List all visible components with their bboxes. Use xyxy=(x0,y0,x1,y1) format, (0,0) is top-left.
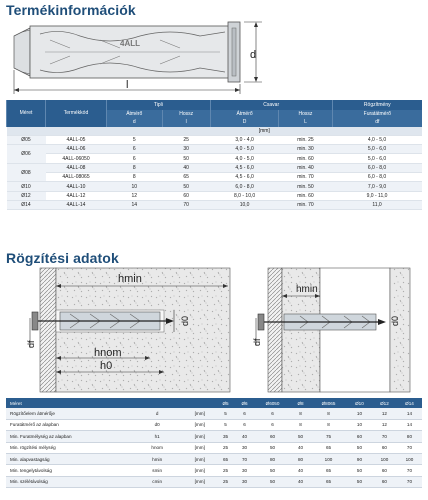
value-cell: 6 xyxy=(254,419,291,430)
D-cell: 4,5 - 6,0 xyxy=(210,163,279,172)
d-cell: 8 xyxy=(107,163,163,172)
value-cell: 25 xyxy=(216,476,235,487)
d0-label: d0 xyxy=(180,315,190,326)
hollow-wall-drawing xyxy=(252,268,410,392)
value-cell: 70 xyxy=(235,453,254,464)
mounting-row xyxy=(6,465,422,476)
value-cell: 65 xyxy=(310,442,347,453)
D-cell: 10,0 xyxy=(210,200,279,209)
value-cell: 80 xyxy=(291,453,310,464)
value-cell: 5 xyxy=(216,419,235,430)
brand-text: 4ALL xyxy=(120,39,140,48)
l-cell: 50 xyxy=(162,182,210,191)
sub-atmero: Átmérő xyxy=(107,110,163,118)
sym-l: l xyxy=(162,118,210,126)
size-cell: Ø14 xyxy=(7,200,46,209)
value-cell: 25 xyxy=(216,465,235,476)
row-unit: [mm] xyxy=(184,465,216,476)
row-unit: [mm] xyxy=(184,408,216,419)
size-header: Ø10 xyxy=(347,398,372,408)
row-symbol: hnom xyxy=(131,442,184,453)
mounting-row xyxy=(6,476,422,487)
size-cell: Ø05 xyxy=(7,135,46,144)
value-cell: 65 xyxy=(310,465,347,476)
row-symbol: cmin xyxy=(131,476,184,487)
value-cell: 70 xyxy=(397,442,422,453)
value-cell: 6 xyxy=(235,408,254,419)
row-symbol: hmin xyxy=(131,453,184,464)
value-cell: 30 xyxy=(235,476,254,487)
value-cell: 40 xyxy=(291,476,310,487)
fixing-data-heading: Rögzítési adatok xyxy=(6,250,119,266)
value-cell: 90 xyxy=(347,453,372,464)
anchor-product-drawing xyxy=(0,18,428,96)
hnom-label: hnom xyxy=(94,347,122,359)
L-cell: min. 50 xyxy=(279,182,332,191)
col-meret: Méret xyxy=(6,398,216,408)
value-cell: 6 xyxy=(254,408,291,419)
d-cell: 12 xyxy=(107,191,163,200)
mounting-row xyxy=(6,419,422,430)
value-cell: 60 xyxy=(347,431,372,442)
hmin-label: hmin xyxy=(118,273,142,285)
value-cell: 100 xyxy=(372,453,397,464)
value-cell: 65 xyxy=(310,476,347,487)
sub-hossz: Hossz xyxy=(162,110,210,118)
df-cell: 6,0 - 8,0 xyxy=(332,173,422,182)
df-cell: 5,0 - 6,0 xyxy=(332,154,422,163)
size-header: Ø14 xyxy=(397,398,422,408)
value-cell: 100 xyxy=(397,453,422,464)
value-cell: 50 xyxy=(347,476,372,487)
code-cell: 4ALL-06050 xyxy=(46,154,107,163)
value-cell: 5 xyxy=(216,408,235,419)
D-cell: 4,0 - 5,0 xyxy=(210,145,279,154)
row-label: Furatátmérő az alapban xyxy=(6,419,131,430)
product-spec-table xyxy=(6,100,422,210)
sub-atmero-2: Átmérő xyxy=(210,110,279,118)
size-cell: Ø10 xyxy=(7,182,46,191)
value-cell: 10 xyxy=(347,419,372,430)
l-cell: 70 xyxy=(162,200,210,209)
grp-tipli: Tipli xyxy=(107,100,211,110)
value-cell: 40 xyxy=(291,465,310,476)
row-symbol: smin xyxy=(131,465,184,476)
D-cell: 8,0 - 10,0 xyxy=(210,191,279,200)
df-label: df xyxy=(26,340,36,348)
sym-D: D xyxy=(210,118,279,126)
value-cell: 70 xyxy=(397,476,422,487)
value-cell: 70 xyxy=(397,465,422,476)
value-cell: 50 xyxy=(291,431,310,442)
code-cell: 4ALL-05 xyxy=(46,135,107,144)
df-cell: 4,0 - 5,0 xyxy=(332,135,422,144)
installation-drawings xyxy=(0,266,428,396)
value-cell: 12 xyxy=(372,408,397,419)
value-cell: 8 xyxy=(310,408,347,419)
value-cell: 12 xyxy=(372,419,397,430)
l-cell: 25 xyxy=(162,135,210,144)
row-label: Min. alapvastagság xyxy=(6,453,131,464)
l-cell: 50 xyxy=(162,154,210,163)
value-cell: 50 xyxy=(347,442,372,453)
code-cell: 4ALL-12 xyxy=(46,191,107,200)
grp-csavar: Csavar xyxy=(210,100,332,110)
value-cell: 60 xyxy=(254,431,291,442)
d-cell: 5 xyxy=(107,135,163,144)
L-cell: min. 60 xyxy=(279,191,332,200)
df-label: df xyxy=(252,338,262,346)
value-cell: 100 xyxy=(310,453,347,464)
value-cell: 80 xyxy=(254,453,291,464)
sub-furatatmero: Furatátmérő xyxy=(332,110,422,118)
df-cell: 11,0 xyxy=(332,200,422,209)
h0-label: h0 xyxy=(100,360,113,372)
d-cell: 14 xyxy=(107,200,163,209)
product-info-heading: Termékinformációk xyxy=(6,2,136,18)
value-cell: 70 xyxy=(372,431,397,442)
value-cell: 35 xyxy=(216,431,235,442)
df-cell: 9,0 - 11,0 xyxy=(332,191,422,200)
value-cell: 14 xyxy=(397,408,422,419)
dim-l-label: l xyxy=(126,79,129,91)
unit-row: [mm] xyxy=(107,127,423,136)
L-cell: min. 60 xyxy=(279,154,332,163)
mounting-row xyxy=(6,431,422,442)
size-header: Ø6050 xyxy=(254,398,291,408)
value-cell: 75 xyxy=(310,431,347,442)
mounting-row xyxy=(6,453,422,464)
df-cell: 6,0 - 8,0 xyxy=(332,163,422,172)
sym-df: df xyxy=(332,118,422,126)
l-cell: 30 xyxy=(162,145,210,154)
row-unit: [mm] xyxy=(184,419,216,430)
L-cell: min. 70 xyxy=(279,200,332,209)
value-cell: 50 xyxy=(254,442,291,453)
L-cell: min. 25 xyxy=(279,135,332,144)
value-cell: 40 xyxy=(235,431,254,442)
solid-wall-drawing xyxy=(26,268,230,392)
df-cell: 7,0 - 9,0 xyxy=(332,182,422,191)
d-cell: 8 xyxy=(107,173,163,182)
size-header: Ø8 xyxy=(291,398,310,408)
D-cell: 3,0 - 4,0 xyxy=(210,135,279,144)
size-header: Ø8065 xyxy=(310,398,347,408)
L-cell: min. 70 xyxy=(279,173,332,182)
code-cell: 4ALL-06 xyxy=(46,145,107,154)
value-cell: 25 xyxy=(216,442,235,453)
value-cell: 6 xyxy=(235,419,254,430)
value-cell: 60 xyxy=(372,465,397,476)
value-cell: 40 xyxy=(291,442,310,453)
value-cell: 8 xyxy=(291,419,310,430)
d-cell: 6 xyxy=(107,145,163,154)
sym-d: d xyxy=(107,118,163,126)
df-cell: 5,0 - 6,0 xyxy=(332,145,422,154)
row-symbol: h1 xyxy=(131,431,184,442)
col-meret: Méret xyxy=(7,100,46,127)
size-header: Ø12 xyxy=(372,398,397,408)
size-header: Ø6 xyxy=(235,398,254,408)
row-symbol: d0 xyxy=(131,419,184,430)
value-cell: 30 xyxy=(235,442,254,453)
row-symbol: d xyxy=(131,408,184,419)
size-cell: Ø08 xyxy=(7,163,46,182)
row-label: Min. Furatmélység az alapban xyxy=(6,431,131,442)
code-cell: 4ALL-14 xyxy=(46,200,107,209)
sym-L: L xyxy=(279,118,332,126)
value-cell: 14 xyxy=(397,419,422,430)
value-cell: 50 xyxy=(254,476,291,487)
value-cell: 60 xyxy=(372,442,397,453)
row-unit: [mm] xyxy=(184,476,216,487)
value-cell: 50 xyxy=(347,465,372,476)
value-cell: 8 xyxy=(291,408,310,419)
value-cell: 80 xyxy=(397,431,422,442)
D-cell: 4,0 - 5,0 xyxy=(210,154,279,163)
anchor-body xyxy=(14,22,240,82)
sub-hossz-2: Hossz xyxy=(279,110,332,118)
value-cell: 10 xyxy=(347,408,372,419)
row-label: Min. szélétávolság xyxy=(6,476,131,487)
l-cell: 40 xyxy=(162,163,210,172)
L-cell: min. 30 xyxy=(279,145,332,154)
D-cell: 4,5 - 6,0 xyxy=(210,173,279,182)
L-cell: min. 40 xyxy=(279,163,332,172)
hmin-label: hmin xyxy=(296,284,318,295)
mounting-data-table xyxy=(6,398,422,488)
row-unit: [mm] xyxy=(184,453,216,464)
size-cell: Ø12 xyxy=(7,191,46,200)
value-cell: 8 xyxy=(310,419,347,430)
D-cell: 6,0 - 8,0 xyxy=(210,182,279,191)
grp-rogzitemeny: Rögzítmény xyxy=(332,100,422,110)
l-cell: 60 xyxy=(162,191,210,200)
code-cell: 4ALL-08065 xyxy=(46,173,107,182)
value-cell: 65 xyxy=(216,453,235,464)
code-cell: 4ALL-08 xyxy=(46,163,107,172)
size-header: Ø5 xyxy=(216,398,235,408)
row-unit: [mm] xyxy=(184,442,216,453)
d0-label: d0 xyxy=(390,315,400,326)
mounting-row xyxy=(6,442,422,453)
l-cell: 65 xyxy=(162,173,210,182)
value-cell: 50 xyxy=(254,465,291,476)
dim-d-label: d xyxy=(250,49,257,61)
col-termekkod: Termékkód xyxy=(46,100,107,127)
d-cell: 6 xyxy=(107,154,163,163)
code-cell: 4ALL-10 xyxy=(46,182,107,191)
row-label: Min. rögzítési mélység xyxy=(6,442,131,453)
d-cell: 10 xyxy=(107,182,163,191)
size-cell: Ø06 xyxy=(7,145,46,164)
value-cell: 60 xyxy=(372,476,397,487)
row-label: Rögzítőelem átmérője xyxy=(6,408,131,419)
value-cell: 30 xyxy=(235,465,254,476)
row-label: Min. tengelytávolság xyxy=(6,465,131,476)
row-unit: [mm] xyxy=(184,431,216,442)
mounting-row xyxy=(6,408,422,419)
